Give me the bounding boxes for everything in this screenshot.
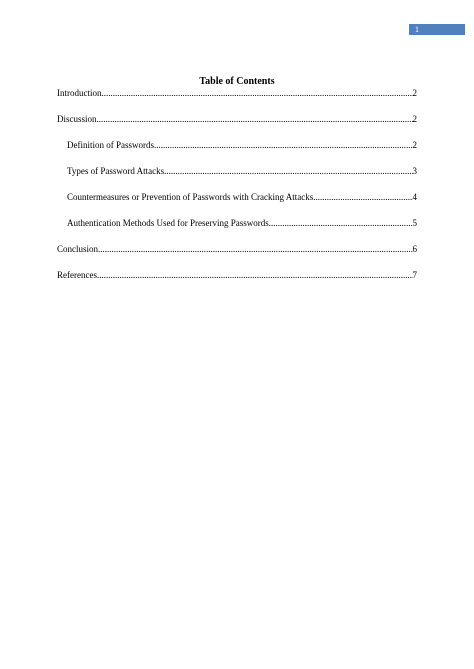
toc-entry-page: 2 <box>412 140 417 150</box>
toc-entry-definition-of-passwords[interactable] <box>67 140 417 151</box>
toc-entry-authentication-methods[interactable] <box>67 218 417 229</box>
toc-entry-label: Types of Password Attacks <box>67 166 165 176</box>
toc-dot-leader <box>313 192 412 203</box>
toc-dot-leader <box>164 166 412 177</box>
toc-entry-countermeasures[interactable] <box>67 192 417 203</box>
toc-dot-leader <box>97 114 413 125</box>
toc-entry-page: 2 <box>412 88 417 98</box>
toc-entry-label: Definition of Passwords <box>67 140 154 150</box>
toc-dot-leader <box>154 140 413 151</box>
toc-entry-label: Authentication Methods Used for Preserving Passwords <box>67 218 269 228</box>
toc-entry-discussion[interactable] <box>57 114 417 125</box>
toc-entry-label: Conclusion <box>57 244 99 254</box>
toc-title: Table of Contents <box>199 76 275 87</box>
toc-entry-page: 2 <box>412 114 417 124</box>
toc-entry-page: 5 <box>412 218 417 228</box>
page-number: 1 <box>415 25 419 34</box>
toc-entry-page: 7 <box>412 270 417 280</box>
toc-entry-label: Introduction <box>57 88 102 98</box>
toc-entry-types-of-password-attacks[interactable] <box>67 166 417 177</box>
toc-entry-page: 6 <box>412 244 417 254</box>
toc-dot-leader <box>98 244 412 255</box>
toc-entry-page: 3 <box>412 166 417 176</box>
toc-entry-page: 4 <box>412 192 417 202</box>
toc-dot-leader <box>269 218 413 229</box>
toc-entry-label: Discussion <box>57 114 97 124</box>
toc-dot-leader <box>97 270 413 281</box>
table-of-contents <box>57 76 417 280</box>
toc-entry-label: References <box>57 270 97 280</box>
page-number-tab <box>409 24 465 35</box>
toc-entry-references[interactable] <box>57 270 417 281</box>
toc-entry-conclusion[interactable] <box>57 244 417 255</box>
toc-entry-introduction[interactable] <box>57 88 417 99</box>
toc-dot-leader <box>102 88 413 99</box>
toc-entry-label: Countermeasures or Prevention of Passwords with Cracking Attacks <box>67 192 314 202</box>
